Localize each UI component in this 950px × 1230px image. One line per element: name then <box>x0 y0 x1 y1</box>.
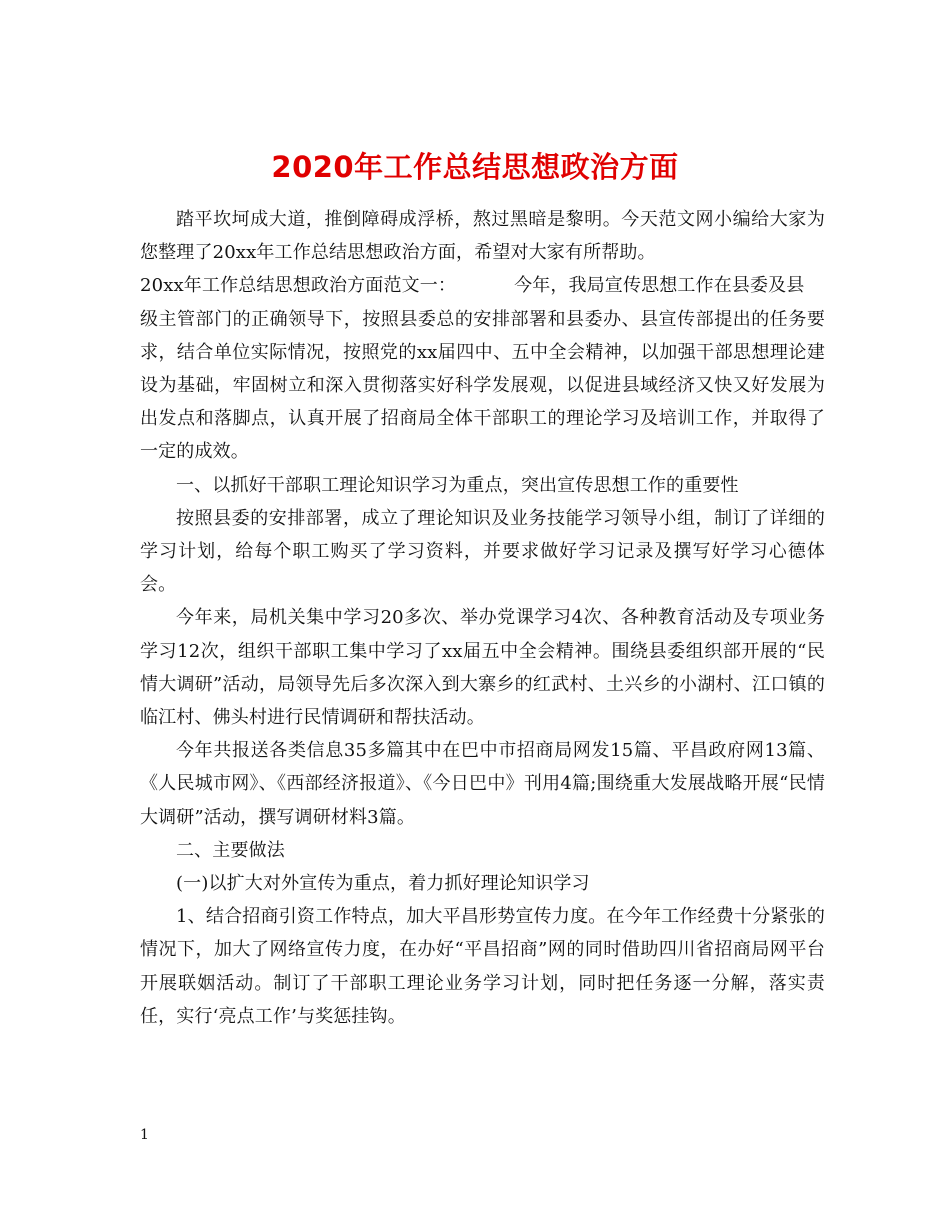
section-heading-1: 一、以抓好干部职工理论知识学习为重点，突出宣传思想工作的重要性 <box>176 474 739 496</box>
subsection-heading: (一)以扩大对外宣传为重点，着力抓好理论知识学习 <box>176 873 590 895</box>
section-heading-2: 二、主要做法 <box>176 839 285 861</box>
document-body <box>140 203 825 1033</box>
body-paragraph: 1、结合招商引资工作特点，加大平昌形势宣传力度。在今年工作经费十分紧张的情况下，加大了网络宣传力度，在办好“平昌招商”网的同时借助四川省招商局网平台开展联姻活动。制订了干部职工理论业务学习计划，同时把任务逐一分解，落实责任，实行‘亮点工作’与奖惩挂钩。 <box>140 906 825 1027</box>
body-paragraph: 级主管部门的正确领导下，按照县委总的安排部署和县委办、县宣传部提出的任务要求，结合单位实际情况，按照党的xx届四中、五中全会精神，以加强干部思想理论建设为基础，牢固树立和深入贯彻落实好科学发展观，以促进县域经济又快又好发展为出发点和落脚点，认真开展了招商局全体干部职工的理论学习及培训工作，并取得了一定的成效。 <box>140 308 825 463</box>
page-title: 2020年工作总结思想政治方面 <box>271 150 679 185</box>
body-paragraph: 按照县委的安排部署，成立了理论知识及业务技能学习领导小组，制订了详细的学习计划，给每个职工购买了学习资料，并要求做好学习记录及撰写好学习心德体会。 <box>140 507 825 596</box>
body-paragraph: 今年来，局机关集中学习20多次、举办党课学习4次、各种教育活动及专项业务学习12次，组织干部职工集中学习了xx届五中全会精神。围绕县委组织部开展的“民情大调研”活动，局领导先后多次深入到大寨乡的红武村、土兴乡的小湖村、江口镇的临江村、佛头村进行民情调研和帮扶活动。 <box>140 607 825 729</box>
intro-paragraph: 踏平坎坷成大道，推倒障碍成浮桥，熬过黑暗是黎明。今天范文网小编给大家为您整理了20xx年工作总结思想政治方面，希望对大家有所帮助。 <box>140 209 825 264</box>
page-number: 1 <box>140 1127 149 1143</box>
section-lead-line <box>140 269 825 302</box>
body-paragraph: 今年共报送各类信息35多篇其中在巴中市招商局网发15篇、平昌政府网13篇、《人民城市网》、《西部经济报道》、《今日巴中》刊用4篇;围绕重大发展战略开展“民情大调研”活动，撰写调研材料3篇。 <box>140 740 825 828</box>
sample-opening-text: 今年，我局宣传思想工作在县委及县 <box>514 275 805 297</box>
sample-heading: 20xx年工作总结思想政治方面范文一： <box>140 275 457 297</box>
